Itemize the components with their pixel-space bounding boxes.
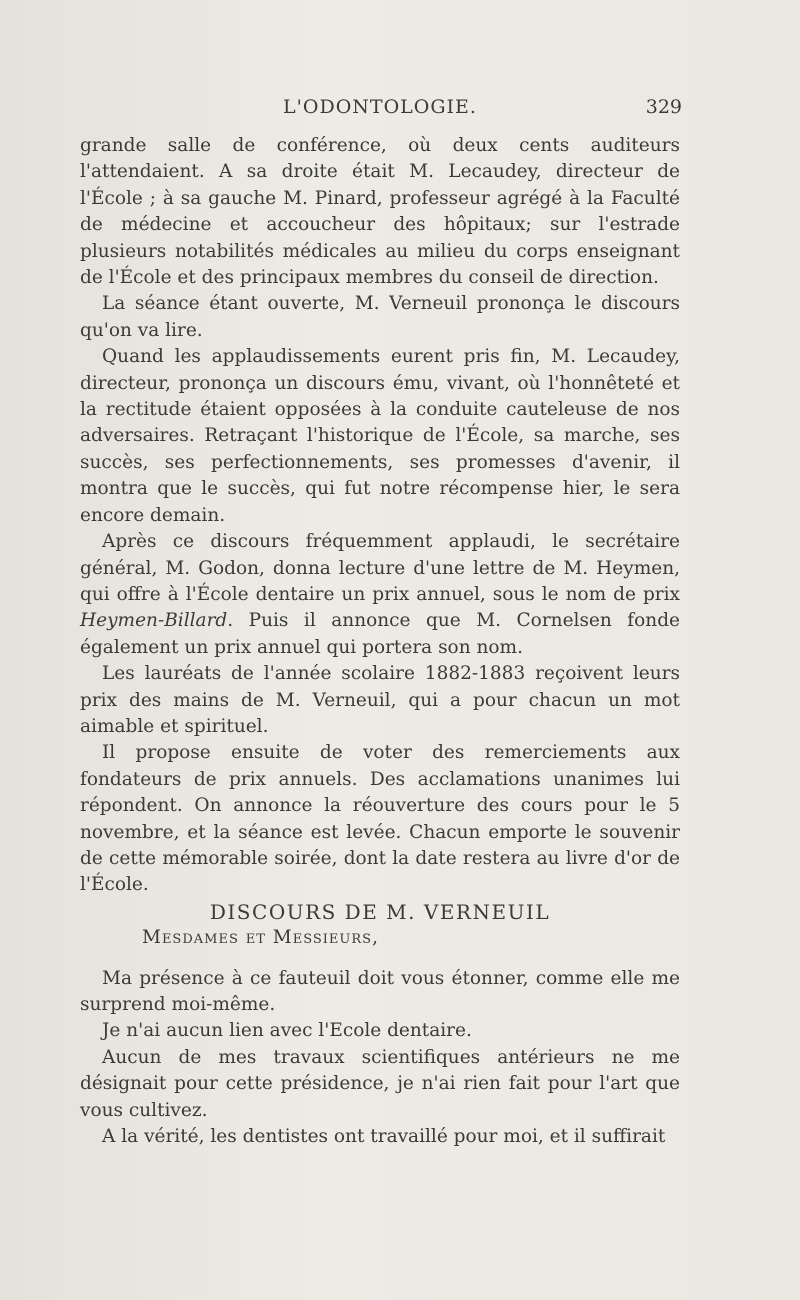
- paragraph-laureats: Les lauréats de l'année scolaire 1882-1883 reçoivent leurs prix des mains de M. Verneuil, qui a pour chacun un mot aimable et spirituel.: [80, 663, 680, 737]
- section-heading: DISCOURS DE M. VERNEUIL: [209, 899, 551, 924]
- salutation: Mesdames et Messieurs,: [142, 927, 379, 949]
- paragraph-godon: [80, 529, 680, 661]
- speech-paragraph: Je n'ai aucun lien avec l'Ecole dentaire.: [102, 1020, 472, 1042]
- godon-text-after: . Puis il annonce que M. Cornelsen fonde également un prix annuel qui portera son nom.: [80, 610, 680, 658]
- running-title: L'ODONTOLOGIE.: [283, 96, 477, 118]
- paragraph-remerciements: Il propose ensuite de voter des remerciements aux fondateurs de prix annuels. Des acclamations unanimes lui répondent. On annonce la réouverture des cours pour le 5 novembre, et la séance est levée. Chacun emporte le souvenir de cette mémorable soirée, dont la date restera au livre d'or de l'École.: [80, 742, 680, 896]
- body-text: [80, 133, 680, 1150]
- paragraph-lecaudey: Quand les applaudissements eurent pris fin, M. Lecaudey, directeur, prononça un discours ému, vivant, où l'honnêteté et la rectitude étaient opposées à la conduite cauteleuse de nos adversaires. Retraçant l'historique de l'École, sa marche, ses succès, ses perfectionnements, ses promesses d'avenir, il montra que le succès, qui fut notre récompense hier, le sera encore demain.: [80, 346, 680, 526]
- paragraph-continuation: grande salle de conférence, où deux cents auditeurs l'attendaient. A sa droite était M. Lecaudey, directeur de l'École ; à sa gauche M. Pinard, professeur agrégé à la Faculté de médecine et accoucheur des hôpitaux; sur l'estrade plusieurs notabilités médicales au milieu du corps enseignant de l'École et des principaux membres du conseil de direction.: [80, 135, 680, 289]
- speech-paragraph: A la vérité, les dentistes ont travaillé pour moi, et il suffirait: [102, 1126, 666, 1148]
- prize-name: Heymen-Billard: [80, 610, 228, 632]
- speech-paragraph: Ma présence à ce fauteuil doit vous étonner, comme elle me surprend moi-même.: [80, 967, 680, 1015]
- page-number: 329: [645, 96, 682, 118]
- speech-paragraph: Aucun de mes travaux scientifiques antérieurs ne me désignait pour cette présidence, je n'ai rien fait pour l'art que vous cultivez.: [80, 1046, 680, 1121]
- godon-text-before: Après ce discours fréquemment applaudi, le secrétaire général, M. Godon, donna lecture d'une lettre de M. Heymen, qui offre à l'École dentaire un prix annuel, sous le nom de prix: [80, 531, 680, 605]
- paragraph-seance: La séance étant ouverte, M. Verneuil prononça le discours qu'on va lire.: [80, 293, 680, 341]
- running-head: [0, 96, 800, 124]
